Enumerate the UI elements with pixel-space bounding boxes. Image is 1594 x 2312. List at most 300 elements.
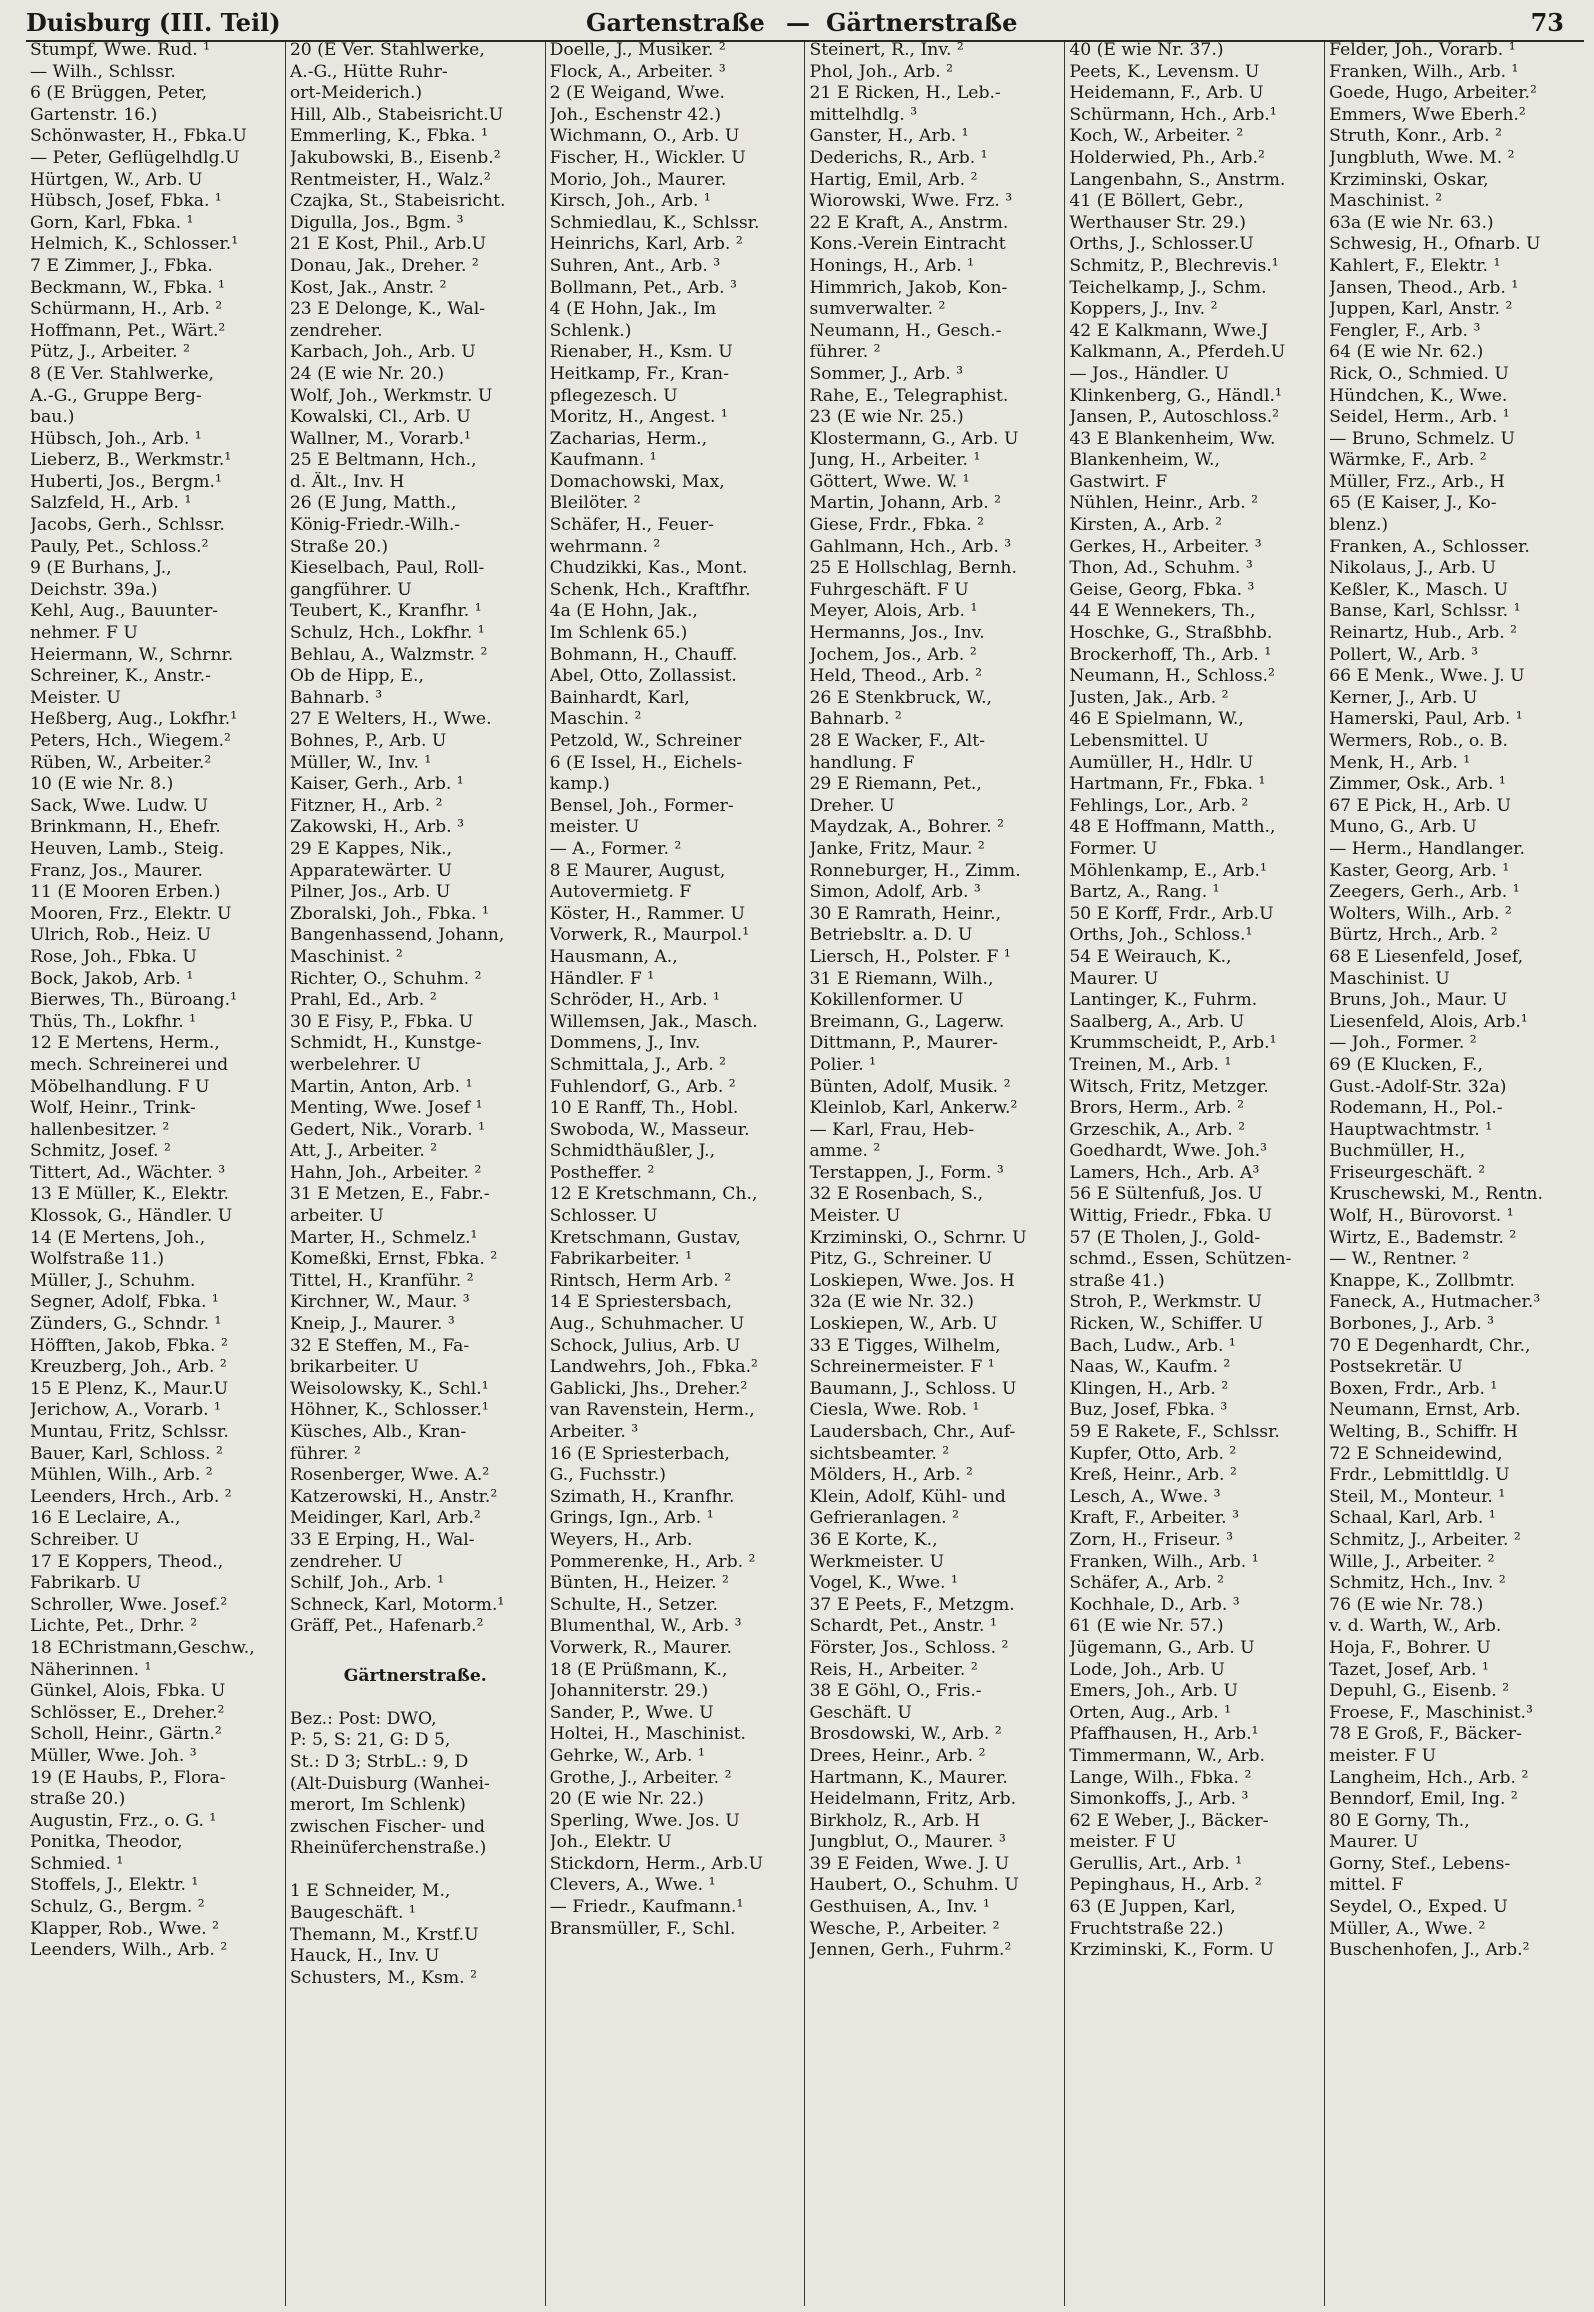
directory-entry: Gerullis, Art., Arb. ¹ (1069, 1853, 1243, 1874)
directory-entry: (Alt-Duisburg (Wanhei- (289, 1773, 490, 1794)
directory-entry: Helmich, K., Schlosser.¹ (30, 234, 239, 255)
directory-entry: Martin, Anton, Arb. ¹ (289, 1076, 473, 1097)
directory-entry: Bünten, Adolf, Musik. ² (809, 1076, 1011, 1097)
directory-entry: Borbones, J., Arb. ³ (1329, 1314, 1495, 1335)
directory-entry: Phol, Joh., Arb. ² (809, 61, 954, 82)
directory-entry: Frdr., Lebmittldlg. U (1329, 1465, 1510, 1486)
directory-entry: Schürmann, H., Arb. ² (30, 299, 223, 320)
directory-entry: Jochem, Jos., Arb. ² (809, 644, 977, 665)
directory-entry: Bainhardt, Karl, (549, 687, 690, 708)
directory-entry: Heiermann, W., Schrnr. (30, 644, 234, 665)
directory-entry: 37 E Peets, F., Metzgm. (809, 1594, 1015, 1615)
directory-entry: Wittig, Friedr., Fbka. U (1069, 1206, 1272, 1227)
directory-entry: Brors, Herm., Arb. ² (1069, 1098, 1244, 1119)
directory-entry: Liersch, H., Polster. F ¹ (809, 946, 1011, 967)
directory-entry: Kost, Jak., Anstr. ² (289, 277, 447, 298)
directory-entry: Lange, Wilh., Fbka. ² (1069, 1767, 1252, 1788)
directory-entry: 8 E Maurer, August, (549, 860, 726, 881)
directory-entry: Abel, Otto, Zollassist. (549, 666, 737, 687)
directory-entry: Ricken, W., Schiffer. U (1069, 1314, 1264, 1335)
directory-entry: merort, Im Schlenk) (289, 1795, 466, 1816)
directory-entry: Att, J., Arbeiter. ² (289, 1141, 438, 1162)
directory-entry: Stoffels, J., Elektr. ¹ (30, 1875, 199, 1896)
directory-entry: 18 (E Prüßmann, K., (549, 1659, 728, 1680)
directory-entry: Vorwerk, R., Maurer. (549, 1637, 732, 1658)
directory-entry: Blumenthal, W., Arb. ³ (549, 1616, 742, 1637)
directory-entry: Fabrikarbeiter. ¹ (549, 1249, 693, 1270)
directory-entry: Schardt, Pet., Anstr. ¹ (809, 1616, 997, 1637)
directory-entry: 31 E Metzen, E., Fabr.- (289, 1184, 490, 1205)
directory-entry: Jungbluth, Wwe. M. ² (1329, 147, 1515, 168)
directory-entry: Franken, Wilh., Arb. ¹ (1329, 61, 1519, 82)
directory-entry: König-Friedr.-Wilh.- (289, 515, 461, 536)
directory-entry: mittel. F (1329, 1875, 1404, 1896)
directory-entry: 12 E Kretschmann, Ch., (549, 1184, 758, 1205)
directory-entry: 32 E Steffen, M., Fa- (289, 1335, 470, 1356)
directory-entry: — Friedr., Kaufmann.¹ (549, 1897, 744, 1918)
directory-entry: Pilner, Jos., Arb. U (289, 882, 451, 903)
directory-entry: pflegezesch. U (549, 385, 678, 406)
directory-entry: Kneip, J., Maurer. ³ (289, 1314, 455, 1335)
directory-entry: 25 E Beltmann, Hch., (289, 450, 477, 471)
directory-entry: Lantinger, K., Fuhrm. (1069, 990, 1258, 1011)
directory-entry: Salzfeld, H., Arb. ¹ (30, 493, 192, 514)
columns-container (26, 40, 1584, 2306)
directory-entry: Gedert, Nik., Vorarb. ¹ (289, 1119, 485, 1140)
directory-entry: 25 E Hollschlag, Bernh. (809, 558, 1017, 579)
directory-entry: Zeegers, Gerh., Arb. ¹ (1329, 882, 1520, 903)
directory-entry: Fuhlendorf, G., Arb. ² (549, 1076, 736, 1097)
directory-entry: Lamers, Hch., Arb. A³ (1069, 1162, 1260, 1183)
directory-entry: Hauck, H., Inv. U (289, 1946, 440, 1967)
directory-entry: Küsches, Alb., Kran- (289, 1422, 467, 1442)
directory-entry: 30 E Ramrath, Heinr., (809, 903, 1002, 924)
directory-entry: Kahlert, F., Elektr. ¹ (1329, 255, 1501, 276)
directory-entry: Grzeschik, A., Arb. ² (1069, 1119, 1246, 1140)
directory-entry: Menk, H., Arb. ¹ (1329, 752, 1471, 773)
directory-entry: Vogel, K., Wwe. ¹ (809, 1573, 958, 1594)
directory-entry: Aumüller, H., Hdlr. U (1069, 752, 1254, 773)
directory-entry: Kraft, F., Arbeiter. ³ (1069, 1508, 1239, 1529)
directory-entry: 20 (E Ver. Stahlwerke, (289, 40, 485, 60)
directory-entry: 44 E Wennekers, Th., (1069, 601, 1256, 622)
directory-entry: 16 E Leclaire, A., (30, 1508, 181, 1529)
directory-entry: v. d. Warth, W., Arb. (1329, 1616, 1502, 1637)
directory-entry: Neumann, Ernst, Arb. (1329, 1400, 1521, 1421)
directory-entry: Kirchner, W., Maur. ³ (289, 1292, 470, 1313)
directory-entry: Bensel, Joh., Former- (549, 795, 734, 816)
directory-entry: Peets, K., Levensm. U (1069, 61, 1260, 82)
directory-entry: Steil, M., Monteur. ¹ (1329, 1486, 1506, 1507)
directory-entry: Klingen, H., Arb. ² (1069, 1378, 1229, 1399)
directory-entry: 6 (E Issel, H., Eichels- (549, 752, 743, 773)
directory-entry: Bohnes, P., Arb. U (289, 731, 447, 751)
directory-entry: Prahl, Ed., Arb. ² (289, 990, 437, 1011)
directory-entry: Justen, Jak., Arb. ² (1069, 687, 1229, 708)
directory-entry: 23 E Delonge, K., Wal- (289, 299, 486, 320)
directory-entry: Grings, Ign., Arb. ¹ (549, 1508, 714, 1529)
directory-entry: Höfften, Jakob, Fbka. ² (30, 1335, 228, 1356)
directory-entry: Bollmann, Pet., Arb. ³ (549, 277, 737, 298)
directory-entry: Höhner, K., Schlosser.¹ (289, 1400, 489, 1421)
directory-entry: Gust.-Adolf-Str. 32a) (1329, 1076, 1507, 1097)
directory-entry: Koppers, J., Inv. ² (1069, 299, 1218, 320)
directory-entry: 33 E Erping, H., Wal- (289, 1529, 475, 1550)
directory-entry: Sperling, Wwe. Jos. U (549, 1810, 740, 1831)
directory-entry: G., Fuchsstr.) (549, 1465, 666, 1486)
directory-entry: Maydzak, A., Bohrer. ² (809, 817, 1005, 838)
directory-entry: Bartz, A., Rang. ¹ (1069, 882, 1220, 903)
directory-entry: bau.) (30, 407, 75, 428)
directory-entry: Werthauser Str. 29.) (1069, 212, 1246, 233)
directory-entry: Stumpf, Wwe. Rud. ¹ (30, 40, 211, 60)
directory-entry: Meyer, Alois, Arb. ¹ (809, 601, 978, 622)
directory-entry: Juppen, Karl, Anstr. ² (1329, 299, 1513, 320)
directory-entry: Im Schlenk 65.) (549, 623, 688, 644)
directory-entry: Donau, Jak., Dreher. ² (289, 255, 479, 276)
directory-entry: A.-G., Hütte Ruhr- (289, 61, 448, 82)
directory-entry: Hübsch, Josef, Fbka. ¹ (30, 191, 222, 212)
directory-entry: 23 (E wie Nr. 25.) (809, 407, 964, 428)
directory-entry: Welting, B., Schiffr. H (1329, 1422, 1518, 1442)
directory-entry: Klinkenberg, G., Händl.¹ (1069, 385, 1282, 406)
directory-entry: Schneck, Karl, Motorm.¹ (289, 1594, 505, 1615)
directory-entry: Petzold, W., Schreiner (549, 731, 742, 751)
directory-entry: Hahn, Joh., Arbeiter. ² (289, 1162, 482, 1183)
directory-entry: Goede, Hugo, Arbeiter.² (1329, 83, 1537, 104)
directory-entry: 21 E Kost, Phil., Arb.U (289, 234, 487, 255)
directory-entry: Kalkmann, A., Pferdeh.U (1069, 342, 1286, 363)
directory-column-6 (1325, 40, 1584, 2306)
directory-entry: meister. F U (1329, 1745, 1437, 1766)
directory-entry: Klossok, G., Händler. U (30, 1206, 233, 1227)
directory-entry: Flock, A., Arbeiter. ³ (549, 61, 726, 82)
directory-entry: Geise, Georg, Fbka. ³ (1069, 579, 1255, 600)
directory-entry: 26 (E Jung, Matth., (289, 493, 457, 514)
directory-entry: Pepinghaus, H., Arb. ² (1069, 1875, 1262, 1896)
directory-entry: Schreiber. U (30, 1529, 140, 1550)
directory-entry: Kreß, Heinr., Arb. ² (1069, 1465, 1237, 1486)
directory-entry: Pfaffhausen, H., Arb.¹ (1069, 1724, 1259, 1745)
directory-entry: Morio, Joh., Maurer. (549, 169, 727, 190)
directory-entry: Schmidt, H., Kunstge- (289, 1033, 482, 1054)
directory-entry: Kaiser, Gerh., Arb. ¹ (289, 774, 464, 795)
directory-entry: Bez.: Post: DWO, (289, 1708, 437, 1729)
directory-entry: 63a (E wie Nr. 63.) (1329, 212, 1494, 233)
directory-entry: brikarbeiter. U (289, 1357, 419, 1378)
directory-entry: Muno, G., Arb. U (1329, 817, 1477, 838)
directory-entry: Maurer. U (1329, 1832, 1419, 1853)
directory-entry: Pitz, G., Schreiner. U (809, 1249, 993, 1270)
directory-entry: Tittert, Ad., Wächter. ³ (30, 1162, 226, 1183)
directory-entry: Hoschke, G., Straßbhb. (1069, 623, 1273, 644)
directory-entry: Gräff, Pet., Hafenarb.² (289, 1616, 484, 1637)
directory-entry: Kirsch, Joh., Arb. ¹ (549, 191, 711, 212)
directory-entry: 36 E Korte, K., (809, 1529, 938, 1550)
directory-entry: 42 E Kalkmann, Wwe.J (1069, 320, 1269, 341)
directory-entry: Swoboda, W., Masseur. (549, 1119, 750, 1140)
directory-entry: Loskiepen, W., Arb. U (809, 1314, 998, 1335)
directory-entry: Stickdorn, Herm., Arb.U (549, 1853, 764, 1874)
directory-entry: Doelle, J., Musiker. ² (549, 40, 726, 60)
directory-entry: Deichstr. 39a.) (30, 579, 158, 600)
directory-entry: 14 (E Mertens, Joh., (30, 1227, 206, 1248)
directory-entry: Teubert, K., Kranfhr. ¹ (289, 601, 482, 622)
directory-entry: Müller, Wwe. Joh. ³ (30, 1745, 197, 1766)
directory-entry: Polier. ¹ (809, 1054, 877, 1075)
directory-entry: Muntau, Fritz, Schlssr. (30, 1422, 229, 1442)
directory-entry: Wolters, Wilh., Arb. ² (1329, 903, 1512, 924)
directory-entry: Jacobs, Gerh., Schlssr. (30, 515, 225, 536)
directory-entry: Emmerling, K., Fbka. ¹ (289, 126, 488, 147)
directory-entry: Maschin. ² (549, 709, 642, 730)
directory-entry: Jennen, Gerh., Fuhrm.² (809, 1940, 1012, 1961)
directory-entry: Pütz, J., Arbeiter. ² (30, 342, 190, 363)
directory-entry: Weyers, H., Arb. (549, 1529, 693, 1550)
directory-entry: Saalberg, A., Arb. U (1069, 1011, 1245, 1032)
directory-entry: Tittel, H., Kranführ. ² (289, 1270, 474, 1291)
directory-entry: Fabrikarb. U (30, 1573, 142, 1594)
directory-entry: Komeßki, Ernst, Fbka. ² (289, 1249, 498, 1270)
directory-entry: Ponitka, Theodor, (30, 1832, 183, 1853)
directory-entry: Beckmann, W., Fbka. ¹ (30, 277, 225, 298)
directory-entry: Schaal, Karl, Arb. ¹ (1329, 1508, 1496, 1529)
directory-entry: ort-Meiderich.) (289, 83, 423, 104)
directory-entry: Rienaber, H., Ksm. U (549, 342, 733, 363)
directory-entry: Giese, Frdr., Fbka. ² (809, 515, 985, 536)
directory-entry: Kowalski, Cl., Arb. U (289, 407, 471, 428)
directory-entry: 32 E Rosenbach, S., (809, 1184, 984, 1205)
directory-entry: Wirtz, E., Bademstr. ² (1329, 1227, 1517, 1248)
directory-entry: Maschinist. U (1329, 968, 1450, 989)
directory-entry: Bauer, Karl, Schloss. ² (30, 1443, 223, 1464)
directory-entry: straße 41.) (1069, 1270, 1165, 1291)
directory-entry: 14 E Spriestersbach, (549, 1292, 733, 1313)
directory-entry: Vorwerk, R., Maurpol.¹ (549, 925, 750, 946)
directory-entry: Schreiner, K., Anstr.- (30, 666, 211, 687)
directory-entry: Fuhrgeschäft. F U (809, 579, 969, 600)
directory-entry: Huberti, Jos., Bergm.¹ (30, 471, 222, 492)
directory-entry: — A., Former. ² (549, 838, 682, 859)
directory-entry: Bünten, H., Heizer. ² (549, 1573, 729, 1594)
directory-entry: Jansen, P., Autoschloss.² (1069, 407, 1280, 428)
directory-entry: Koch, W., Arbeiter. ² (1069, 126, 1244, 147)
directory-entry: Hübsch, Joh., Arb. ¹ (30, 428, 202, 449)
directory-entry: Meister. U (809, 1206, 901, 1227)
directory-entry: 24 (E wie Nr. 20.) (289, 363, 445, 384)
directory-entry: 28 E Wacker, F., Alt- (809, 731, 985, 751)
directory-entry: Straße 20.) (289, 536, 389, 557)
directory-entry: Schönwaster, H., Fbka.U (30, 126, 247, 147)
directory-entry: Segner, Adolf, Fbka. ¹ (30, 1292, 219, 1313)
directory-entry: Rose, Joh., Fbka. U (30, 946, 197, 967)
directory-entry: Willemsen, Jak., Masch. (549, 1011, 758, 1032)
directory-entry: 64 (E wie Nr. 62.) (1329, 342, 1484, 363)
directory-entry: Kieselbach, Paul, Roll- (289, 558, 485, 579)
directory-entry: 13 E Müller, K., Elektr. (30, 1184, 229, 1205)
directory-entry: Simon, Adolf, Arb. ³ (809, 882, 981, 903)
directory-entry: Buz, Josef, Fbka. ³ (1069, 1400, 1228, 1421)
directory-entry: Reis, H., Arbeiter. ² (809, 1659, 978, 1680)
directory-entry: Teichelkamp, J., Schm. (1069, 277, 1267, 298)
directory-entry: Schulz, G., Bergm. ² (30, 1897, 205, 1918)
directory-entry: Förster, Jos., Schloss. ² (809, 1637, 1009, 1658)
directory-entry: Schroller, Wwe. Josef.² (30, 1594, 228, 1615)
directory-entry: 10 (E wie Nr. 8.) (30, 774, 174, 795)
directory-entry: Wallner, M., Vorarb.¹ (289, 428, 471, 449)
directory-entry: Schulz, Hch., Lokfhr. ¹ (289, 623, 485, 644)
directory-entry: Lesch, A., Wwe. ³ (1069, 1486, 1221, 1507)
directory-entry: Themann, M., Krstf.U (289, 1924, 479, 1945)
directory-entry: — Bruno, Schmelz. U (1329, 428, 1515, 449)
directory-entry: 27 E Welters, H., Wwe. (289, 709, 492, 730)
directory-entry: Drees, Heinr., Arb. ² (809, 1745, 986, 1766)
directory-entry: Gesthuisen, A., Inv. ¹ (809, 1897, 990, 1918)
directory-entry: Zboralski, Joh., Fbka. ¹ (289, 903, 489, 924)
directory-entry: 65 (E Kaiser, J., Ko- (1329, 493, 1497, 514)
directory-entry: Naas, W., Kaufm. ² (1069, 1357, 1231, 1378)
directory-entry: 4 (E Hohn, Jak., Im (549, 299, 717, 320)
header-district: Duisburg (III. Teil) (26, 8, 281, 37)
directory-entry: sumverwalter. ² (809, 299, 946, 320)
directory-entry: Rentmeister, H., Walz.² (289, 169, 491, 190)
directory-entry: sichtsbeamter. ² (809, 1443, 950, 1464)
directory-entry: Gefrieranlagen. ² (809, 1508, 959, 1529)
directory-entry: Simonkoffs, J., Arb. ³ (1069, 1789, 1249, 1810)
directory-entry: 32a (E wie Nr. 32.) (809, 1292, 974, 1313)
directory-entry: Rheinüferchenstraße.) (289, 1838, 487, 1859)
directory-entry: Rodemann, H., Pol.- (1329, 1098, 1503, 1119)
directory-entry: Joh., Eschenstr 42.) (549, 104, 722, 125)
directory-entry: Gehrke, W., Arb. ¹ (549, 1745, 705, 1766)
directory-entry: Hartmann, Fr., Fbka. ¹ (1069, 774, 1266, 795)
directory-entry: Nikolaus, J., Arb. U (1329, 558, 1496, 579)
header-street-from: Gartenstraße (586, 8, 765, 37)
header-street-to: Gärtnerstraße (826, 8, 1018, 37)
directory-entry: Honings, H., Arb. ¹ (809, 255, 975, 276)
directory-entry: 62 E Weber, J., Bäcker- (1069, 1810, 1269, 1831)
directory-column-1 (26, 40, 286, 2306)
directory-entry: schmd., Essen, Schützen- (1069, 1249, 1292, 1270)
directory-entry: Rahe, E., Telegraphist. (809, 385, 1009, 406)
directory-entry: Wolf, H., Bürovorst. ¹ (1329, 1206, 1514, 1227)
directory-entry: Krziminski, K., Form. U (1069, 1940, 1274, 1961)
directory-entry: Autovermietg. F (549, 882, 692, 903)
directory-entry: Banse, Karl, Schlssr. ¹ (1329, 601, 1521, 622)
directory-entry: Jansen, Theod., Arb. ¹ (1329, 277, 1519, 298)
directory-entry: Aug., Schuhmacher. U (549, 1314, 745, 1335)
directory-entry: Mühlen, Wilh., Arb. ² (30, 1465, 213, 1486)
directory-entry: Holtei, H., Maschinist. (549, 1724, 746, 1745)
directory-entry: Loskiepen, Wwe. Jos. H (809, 1270, 1015, 1291)
directory-entry: A.-G., Gruppe Berg- (30, 385, 202, 406)
directory-entry: Wesche, P., Arbeiter. ² (809, 1918, 1000, 1939)
directory-entry: mech. Schreinerei und (30, 1054, 229, 1075)
directory-entry: Czajka, St., Stabeisricht. (289, 191, 506, 212)
directory-entry: 21 E Ricken, H., Leb.- (809, 83, 1001, 104)
directory-entry: Orths, Joh., Schloss.¹ (1069, 925, 1253, 946)
directory-entry: 63 (E Juppen, Karl, (1069, 1897, 1236, 1918)
directory-entry: Rintsch, Herm Arb. ² (549, 1270, 732, 1291)
directory-entry: 68 E Liesenfeld, Josef, (1329, 946, 1524, 967)
directory-entry: Heitkamp, Fr., Kran- (549, 363, 729, 384)
directory-entry: Kleinlob, Karl, Ankerw.² (809, 1098, 1018, 1119)
directory-entry: 57 (E Tholen, J., Gold- (1069, 1227, 1261, 1248)
directory-entry: Moritz, H., Angest. ¹ (549, 407, 728, 428)
directory-entry: wehrmann. ² (549, 536, 661, 557)
directory-entry: 33 E Tigges, Wilhelm, (809, 1335, 1001, 1356)
directory-entry: Zimmer, Osk., Arb. ¹ (1329, 774, 1506, 795)
directory-entry: Rosenberger, Wwe. A.² (289, 1465, 490, 1486)
directory-entry: Kreuzberg, Joh., Arb. ² (30, 1357, 227, 1378)
directory-entry: Orten, Aug., Arb. ¹ (1069, 1702, 1232, 1723)
directory-entry: Marter, H., Schmelz.¹ (289, 1227, 478, 1248)
directory-entry: 29 E Riemann, Pet., (809, 774, 982, 795)
directory-entry: Menting, Wwe. Josef ¹ (289, 1098, 483, 1119)
directory-entry: Thon, Ad., Schuhm. ³ (1069, 558, 1253, 579)
directory-entry: Möbelhandlung. F U (30, 1076, 210, 1097)
directory-entry: amme. ² (809, 1141, 881, 1162)
directory-entry: Ciesla, Wwe. Rob. ¹ (809, 1400, 980, 1421)
directory-entry: Friseurgeschäft. ² (1329, 1162, 1486, 1183)
directory-entry: Schulte, H., Setzer. (549, 1594, 718, 1615)
directory-entry: Hürtgen, W., Arb. U (30, 169, 203, 190)
directory-entry: Kehl, Aug., Bauunter- (30, 601, 219, 622)
directory-entry: Jung, H., Arbeiter. ¹ (809, 450, 981, 471)
directory-entry: Fischer, H., Wickler. U (549, 147, 746, 168)
directory-entry: Schilf, Joh., Arb. ¹ (289, 1573, 445, 1594)
directory-entry: Schmitz, Hch., Inv. ² (1329, 1573, 1506, 1594)
directory-entry: Schreinermeister. F ¹ (809, 1357, 995, 1378)
directory-entry: Kons.-Verein Eintracht (809, 234, 1006, 255)
directory-entry: Schlenk.) (549, 320, 632, 341)
directory-entry: kamp.) (549, 774, 610, 795)
directory-entry: Tazet, Josef, Arb. ¹ (1329, 1659, 1489, 1680)
directory-entry: Gerkes, H., Arbeiter. ³ (1069, 536, 1262, 557)
directory-entry: Heidemann, F., Arb. U (1069, 83, 1264, 104)
directory-entry: Hill, Alb., Stabeisricht.U (289, 104, 504, 125)
directory-entry: Steinert, R., Inv. ² (809, 40, 964, 60)
directory-entry: — Wilh., Schlssr. (30, 61, 176, 82)
directory-entry: — Jos., Händler. U (1069, 363, 1230, 384)
directory-entry: Gartenstr. 16.) (30, 104, 158, 125)
directory-entry: Chudzikki, Kas., Mont. (549, 558, 748, 579)
directory-entry: Bahnarb. ³ (289, 687, 383, 708)
directory-entry: arbeiter. U (289, 1206, 384, 1227)
directory-entry: Dommens, J., Inv. (549, 1033, 701, 1054)
directory-entry: Grothe, J., Arbeiter. ² (549, 1767, 732, 1788)
directory-entry: Hoja, F., Bohrer. U (1329, 1637, 1491, 1658)
directory-entry: Wolf, Joh., Werkmstr. U (289, 385, 493, 406)
directory-entry: d. Ält., Inv. H (289, 471, 405, 492)
directory-entry: Nühlen, Heinr., Arb. ² (1069, 493, 1259, 514)
directory-entry: mittelhdlg. ³ (809, 104, 918, 125)
directory-entry: Heßberg, Aug., Lokfhr.¹ (30, 709, 238, 730)
directory-entry: Breimann, G., Lagerw. (809, 1011, 1005, 1032)
directory-entry: gangführer. U (289, 579, 412, 600)
directory-entry: Fehlings, Lor., Arb. ² (1069, 795, 1249, 816)
directory-entry: Rick, O., Schmied. U (1329, 363, 1509, 384)
directory-entry: Wärmke, F., Arb. ² (1329, 450, 1487, 471)
directory-entry: Lode, Joh., Arb. U (1069, 1659, 1225, 1680)
directory-entry: Köster, H., Rammer. U (549, 903, 746, 924)
directory-entry: Clevers, A., Wwe. ¹ (549, 1875, 716, 1896)
directory-entry: Bürtz, Hrch., Arb. ² (1329, 925, 1498, 946)
directory-entry: Knappe, K., Zollbmtr. (1329, 1270, 1515, 1291)
directory-column-4 (805, 40, 1065, 2306)
directory-column-2 (286, 40, 546, 2306)
directory-entry: Klostermann, G., Arb. U (809, 428, 1019, 449)
